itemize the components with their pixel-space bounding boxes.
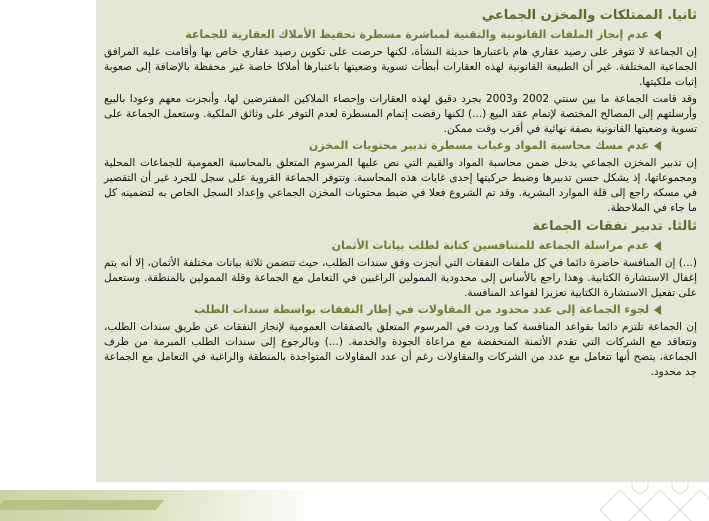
subsection-heading-text: لجوء الجماعة إلى عدد محدود من المقاولات في إطار النفقات بواسطة سندات الطلب [194, 303, 649, 316]
decorative-lattice-pattern [600, 380, 709, 521]
paragraph: إن الجماعة تلتزم دائما بقواعد المنافسة كما وردت في المرسوم المتعلق بالصفقات العمومية لإنجاز النفقات عن طريق سندات الطلب، وتتعاقد مع الشركات التي تقدم الأثمنة المنخفضة مع مراعاة الجودة والخدمة. (...) وبالرجوع إلى سندات الطلب المبرمة من طرف الجماعة، يتضح أنها تتعامل مع عدد من الشركات والمقاولات رغم أن عدد المقاولات المتواجدة بالمنطقة والراغبة في التعامل مع الجماعة جد محدود. [104, 321, 697, 378]
paragraph: إن الجماعة لا تتوفر على رصيد عقاري هام باعتبارها حديثة النشأة، لكنها حرصت على تكوين رصيد عقاري خاص بها وأقامت عليه المرافق الجماعية المختلفة. غير أن الطبيعة القانونية لهذه العقارات أبطأت تسوية وضعيتها باعتبارها أملاكا خاصة غير محفظة بالإضافة إلى صعوبة إثبات ملكيتها. [104, 46, 697, 88]
paragraph: (...) إن المنافسة حاضرة دائما في كل ملفات النفقات التي أنجزت وفق سندات الطلب، حيث تتضمن ثلاثة بيانات مختلفة الأثمان، إلا أنه يتم إغفال الاستشارة الكتابية. وهذا راجع بالأساس إلى محدودية الممولين الراغبين في التعامل مع الجماعة وقلة الممولين بالمنطقة. وستعمل على تفعيل الاستشارة الكتابية تعزيزا لقواعد المنافسة. [104, 257, 697, 299]
subsection-heading-text: عدم مراسلة الجماعة للمتنافسين كتابة لطلب بيانات الأثمان [331, 239, 649, 252]
arrow-bullet-icon [654, 30, 661, 40]
section-title: ثالثا. تدبير نفقات الجماعة [532, 219, 697, 234]
subsection-heading [104, 139, 697, 153]
paragraph: إن تدبير المخزن الجماعي يدخل ضمن محاسبة المواد والقيم التي نص عليها المرسوم المتعلق بالمحاسبة العمومية للجماعات المحلية ومجموعاتها، إذ يشكل حسن تدبيرها وضبط حركيتها إحدى غايات هذه المحاسبة. وتتوفر الجماعة القروية على سجل للجرد غير أن التقصير في مسكه راجع إلى قلة الموارد البشرية. وقد تم الشروع فعلا في ضبط محتويات المخزن الجماعي وإعداد السجل الخاص به لتضمينه كل ما جاء في الملاحظة. [104, 157, 697, 214]
section-title: ثانيا. الممتلكات والمخزن الجماعي [481, 8, 697, 23]
subsection-heading-text: عدم إنجاز الملفات القانونية والتقنية لمباشرة مسطرة تحفيظ الأملاك العقارية للجماعة [185, 28, 649, 41]
subsection-heading [104, 28, 697, 42]
arrow-bullet-icon [654, 141, 661, 151]
subsection-heading [104, 239, 697, 253]
subsection-heading [104, 303, 697, 317]
paragraph: وقد قامت الجماعة ما بين سنتي 2002 و2003 بجرد دقيق لهذه العقارات وإحصاء الملاكين المفترضين لها، وأنجزت معهم وعودا بالبيع وأرسلتهم إلى المصالح المختصة لإتمام عقد البيع (...) لكنها رفضت إتمام المسطرة لعدم التوفر على وثائق الملكية. وستعمل الجماعة على تسوية وضعيتها القانونية بصفة نهائية في أقرب وقت ممكن. [104, 93, 697, 135]
document-content [96, 0, 709, 382]
subsection-heading-text: عدم مسك محاسبة المواد وغياب مسطرة تدبير محتويات المخزن [308, 139, 649, 152]
arrow-bullet-icon [654, 241, 661, 251]
arrow-bullet-icon [654, 305, 661, 315]
